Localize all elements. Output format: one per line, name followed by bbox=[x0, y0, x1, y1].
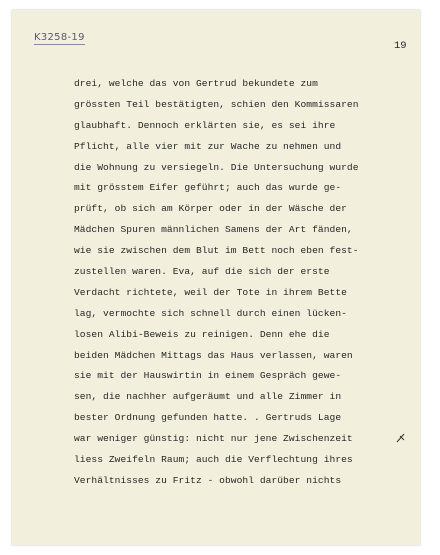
document-page bbox=[12, 10, 420, 545]
text-line: sen, die nachher aufgeräumt und alle Zimmer in bbox=[74, 391, 342, 403]
text-line: Verdacht richtete, weil der Tote in ihrem Bette bbox=[74, 286, 347, 298]
text-line: liess Zweifeln Raum; auch die Verflechtung ihres bbox=[74, 454, 353, 466]
typewritten-text-body bbox=[74, 74, 414, 492]
text-line: Pflicht, alle vier mit zur Wache zu nehmen und bbox=[74, 140, 342, 152]
text-line: drei, welche das von Gertrud bekundete zum bbox=[74, 78, 318, 89]
text-line: wie sie zwischen dem Blut im Bett noch eben fest- bbox=[74, 245, 359, 257]
text-line: bester Ordnung gefunden hatte. . Gertruds Lage bbox=[74, 412, 342, 424]
page-number: 19 bbox=[394, 40, 407, 52]
text-line: zustellen waren. Eva, auf die sich der erste bbox=[74, 266, 330, 278]
text-line: war weniger günstig: nicht nur jene Zwischenzeit bbox=[74, 433, 353, 445]
text-line: glaubhaft. Dennoch erklärten sie, es sei ihre bbox=[74, 119, 336, 131]
text-line: sie mit der Hauswirtin in einem Gespräch gewe- bbox=[74, 370, 342, 382]
margin-check-mark bbox=[395, 432, 407, 444]
text-line: grössten Teil bestätigten, schien den Kommissaren bbox=[74, 98, 359, 110]
text-line: Mädchen Spuren männlichen Samens der Art fänden, bbox=[74, 224, 353, 236]
text-line: lag, vermochte sich schnell durch einen lücken- bbox=[74, 307, 347, 319]
text-line: mit grösstem Eifer geführt; auch das wurde ge- bbox=[74, 182, 342, 194]
text-line: die Wohnung zu versiegeln. Die Untersuchung wurde bbox=[74, 161, 359, 173]
text-line: Verhältnisses zu Fritz - obwohl darüber nichts bbox=[74, 474, 342, 486]
archive-reference: K3258-19 bbox=[34, 32, 85, 43]
text-line: beiden Mädchen Mittags das Haus verlassen, waren bbox=[74, 349, 353, 361]
text-line: prüft, ob sich am Körper oder in der Wäsche der bbox=[74, 203, 347, 215]
text-line: losen Alibi-Beweis zu reinigen. Denn ehe die bbox=[74, 328, 330, 340]
